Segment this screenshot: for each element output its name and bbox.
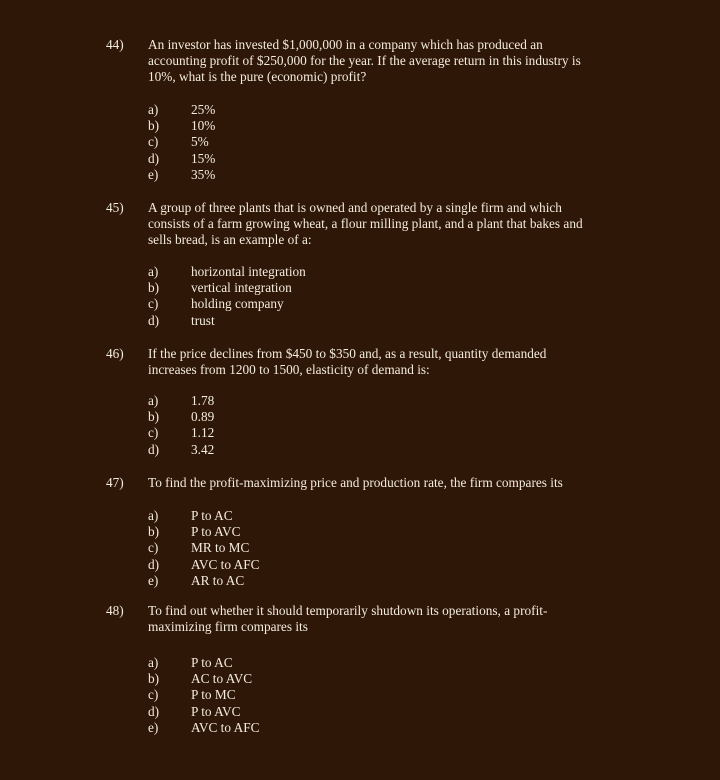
option-text: 25% <box>191 102 216 117</box>
question-line: consists of a farm growing wheat, a flour milling plant, and a plant that bakes and <box>148 216 583 231</box>
option-text: trust <box>191 312 215 328</box>
option-letter: c) <box>148 134 159 150</box>
option-letter: e) <box>148 719 159 735</box>
question-text <box>148 475 618 491</box>
question-text <box>148 603 618 635</box>
option-text: holding company <box>191 296 284 312</box>
question-number: 44) <box>106 37 124 52</box>
question-line: If the price declines from $450 to $350 and, as a result, quantity demanded <box>148 346 547 361</box>
question-number: 45) <box>106 200 124 215</box>
option-letter: d) <box>148 312 160 328</box>
option-text: AC to AVC <box>191 671 253 687</box>
option-letter: a) <box>148 102 159 117</box>
question-line: accounting profit of $250,000 for the year. If the average return in this industry is <box>148 53 581 68</box>
option-text: MR to MC <box>191 540 250 556</box>
option-text: 3.42 <box>191 441 215 457</box>
option-letter: b) <box>148 524 160 540</box>
option-letter: c) <box>148 687 159 703</box>
option-text: P to AC <box>191 655 233 670</box>
question-text <box>148 200 618 248</box>
option-letter: c) <box>148 425 159 441</box>
option-letter: d) <box>148 703 160 719</box>
question-line: To find the profit-maximizing price and production rate, the firm compares its <box>148 475 563 490</box>
option-letter: b) <box>148 409 160 425</box>
question-line: A group of three plants that is owned and operated by a single firm and which <box>148 200 562 215</box>
option-text: AVC to AFC <box>191 556 260 572</box>
option-letter: a) <box>148 508 159 523</box>
option-text: P to MC <box>191 687 236 703</box>
option-letter: b) <box>148 118 160 134</box>
question-number: 47) <box>106 475 124 490</box>
option-letter: b) <box>148 671 160 687</box>
question-line: maximizing firm compares its <box>148 619 308 634</box>
option-letter: e) <box>148 572 159 588</box>
option-text: 10% <box>191 118 216 134</box>
question-number: 48) <box>106 603 124 618</box>
option-text: P to AC <box>191 508 233 523</box>
option-text: 35% <box>191 166 216 182</box>
question-line: increases from 1200 to 1500, elasticity of demand is: <box>148 362 430 377</box>
question-line: sells bread, is an example of a: <box>148 232 312 247</box>
option-text: horizontal integration <box>191 264 306 279</box>
option-letter: c) <box>148 540 159 556</box>
option-text: AR to AC <box>191 572 245 588</box>
option-letter: e) <box>148 166 159 182</box>
option-letter: c) <box>148 296 159 312</box>
option-text: AVC to AFC <box>191 719 260 735</box>
question-text <box>148 346 618 378</box>
option-letter: a) <box>148 655 159 670</box>
question-line: 10%, what is the pure (economic) profit? <box>148 69 367 84</box>
question-line: An investor has invested $1,000,000 in a company which has produced an <box>148 37 543 52</box>
option-text: 5% <box>191 134 209 150</box>
option-letter: b) <box>148 280 160 296</box>
option-letter: d) <box>148 150 160 166</box>
question-line: To find out whether it should temporarily shutdown its operations, a profit- <box>148 603 548 618</box>
option-text: P to AVC <box>191 524 241 540</box>
option-letter: a) <box>148 264 159 279</box>
option-letter: d) <box>148 556 160 572</box>
question-number: 46) <box>106 346 124 361</box>
option-text: vertical integration <box>191 280 292 296</box>
option-text: 0.89 <box>191 409 215 425</box>
option-text: 1.78 <box>191 393 215 408</box>
option-letter: a) <box>148 393 159 408</box>
question-text <box>148 37 618 85</box>
option-text: 1.12 <box>191 425 215 441</box>
option-text: P to AVC <box>191 703 241 719</box>
option-text: 15% <box>191 150 216 166</box>
option-letter: d) <box>148 441 160 457</box>
